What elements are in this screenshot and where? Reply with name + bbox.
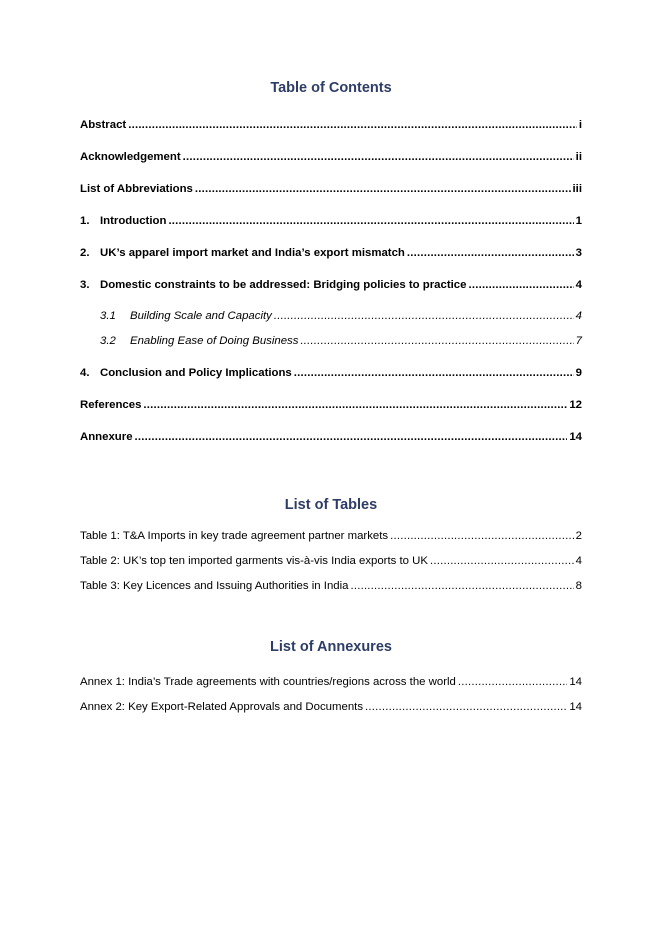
- annex-entry-title: Annex 1: India’s Trade agreements with countries/regions across the world: [80, 676, 456, 688]
- toc-entry-introduction[interactable]: [80, 213, 582, 229]
- dot-leader: [300, 333, 573, 349]
- table-entry-3[interactable]: [80, 578, 582, 594]
- dot-leader: [458, 674, 567, 690]
- annex-entry-1[interactable]: [80, 674, 582, 690]
- annex-entry-title: Annex 2: Key Export-Related Approvals and Documents: [80, 701, 364, 713]
- toc-entry-number: 2.: [80, 247, 90, 259]
- toc-entry-page: iii: [572, 183, 582, 195]
- toc-entry-number: 3.: [80, 279, 90, 291]
- toc-entry-number: 4.: [80, 367, 90, 379]
- dot-leader: [195, 181, 571, 197]
- dot-leader: [430, 553, 574, 569]
- toc-entry-section-4[interactable]: [80, 365, 582, 381]
- toc-entry-page: 9: [575, 367, 582, 379]
- dot-leader: [274, 308, 574, 324]
- toc-entry-page: 3: [575, 247, 582, 259]
- dot-leader: [468, 277, 573, 293]
- dot-leader: [128, 117, 577, 133]
- table-entry-title: Table 1: T&A Imports in key trade agreement partner markets: [80, 530, 389, 542]
- toc-entry-title: Introduction: [100, 215, 167, 227]
- toc-entry-title: Conclusion and Policy Implications: [100, 367, 292, 379]
- dot-leader: [143, 397, 567, 413]
- dot-leader: [350, 578, 573, 594]
- toc-entry-references[interactable]: [80, 397, 582, 413]
- annex-entry-page: 14: [569, 701, 582, 713]
- table-entry-1[interactable]: [80, 528, 582, 544]
- toc-entry-page: 1: [575, 215, 582, 227]
- toc-entry-title: References: [80, 399, 142, 411]
- toc-entry-title: Abstract: [80, 119, 127, 131]
- toc-entry-section-2[interactable]: [80, 245, 582, 261]
- dot-leader: [407, 245, 574, 261]
- table-entry-title: Table 2: UK’s top ten imported garments vis-à-vis India exports to UK: [80, 555, 428, 567]
- dot-leader: [168, 213, 573, 229]
- toc-entry-title: List of Abbreviations: [80, 183, 193, 195]
- annex-entry-2[interactable]: [80, 699, 582, 715]
- table-entry-page: 2: [575, 530, 582, 542]
- toc-entry-number: 3.1: [100, 310, 116, 322]
- table-entry-page: 4: [575, 555, 582, 567]
- toc-entry-section-3[interactable]: [80, 277, 582, 293]
- toc-entry-page: 4: [575, 279, 582, 291]
- toc-entry-page: 12: [569, 399, 582, 411]
- toc-entry-page: i: [578, 119, 582, 131]
- annex-entry-page: 14: [569, 676, 582, 688]
- toc-entry-title: Enabling Ease of Doing Business: [130, 335, 299, 347]
- toc-entry-title: UK’s apparel import market and India’s export mismatch: [100, 247, 405, 259]
- toc-heading: Table of Contents: [270, 80, 392, 96]
- table-entry-title: Table 3: Key Licences and Issuing Authorities in India: [80, 580, 349, 592]
- toc-entry-annexure[interactable]: [80, 429, 582, 445]
- dot-leader: [183, 149, 574, 165]
- toc-entry-abbreviations[interactable]: [80, 181, 582, 197]
- dot-leader: [390, 528, 574, 544]
- toc-entry-number: 1.: [80, 215, 90, 227]
- toc-entry-page: ii: [575, 151, 582, 163]
- toc-entry-title: Building Scale and Capacity: [130, 310, 272, 322]
- toc-entry-acknowledgement[interactable]: [80, 149, 582, 165]
- toc-entry-title: Acknowledgement: [80, 151, 181, 163]
- annexures-heading: List of Annexures: [270, 639, 392, 655]
- toc-entry-page: 7: [575, 335, 582, 347]
- toc-entry-title: Annexure: [80, 431, 133, 443]
- toc-entry-number: 3.2: [100, 335, 116, 347]
- toc-entry-page: 4: [575, 310, 582, 322]
- toc-entry-page: 14: [569, 431, 582, 443]
- dot-leader: [365, 699, 567, 715]
- table-entry-2[interactable]: [80, 553, 582, 569]
- table-entry-page: 8: [575, 580, 582, 592]
- toc-entry-section-3-1[interactable]: [100, 308, 582, 324]
- dot-leader: [294, 365, 574, 381]
- toc-entry-title: Domestic constraints to be addressed: Bridging policies to practice: [100, 279, 467, 291]
- toc-entry-abstract[interactable]: [80, 117, 582, 133]
- toc-entry-section-3-2[interactable]: [100, 333, 582, 349]
- tables-heading: List of Tables: [284, 497, 378, 513]
- dot-leader: [135, 429, 568, 445]
